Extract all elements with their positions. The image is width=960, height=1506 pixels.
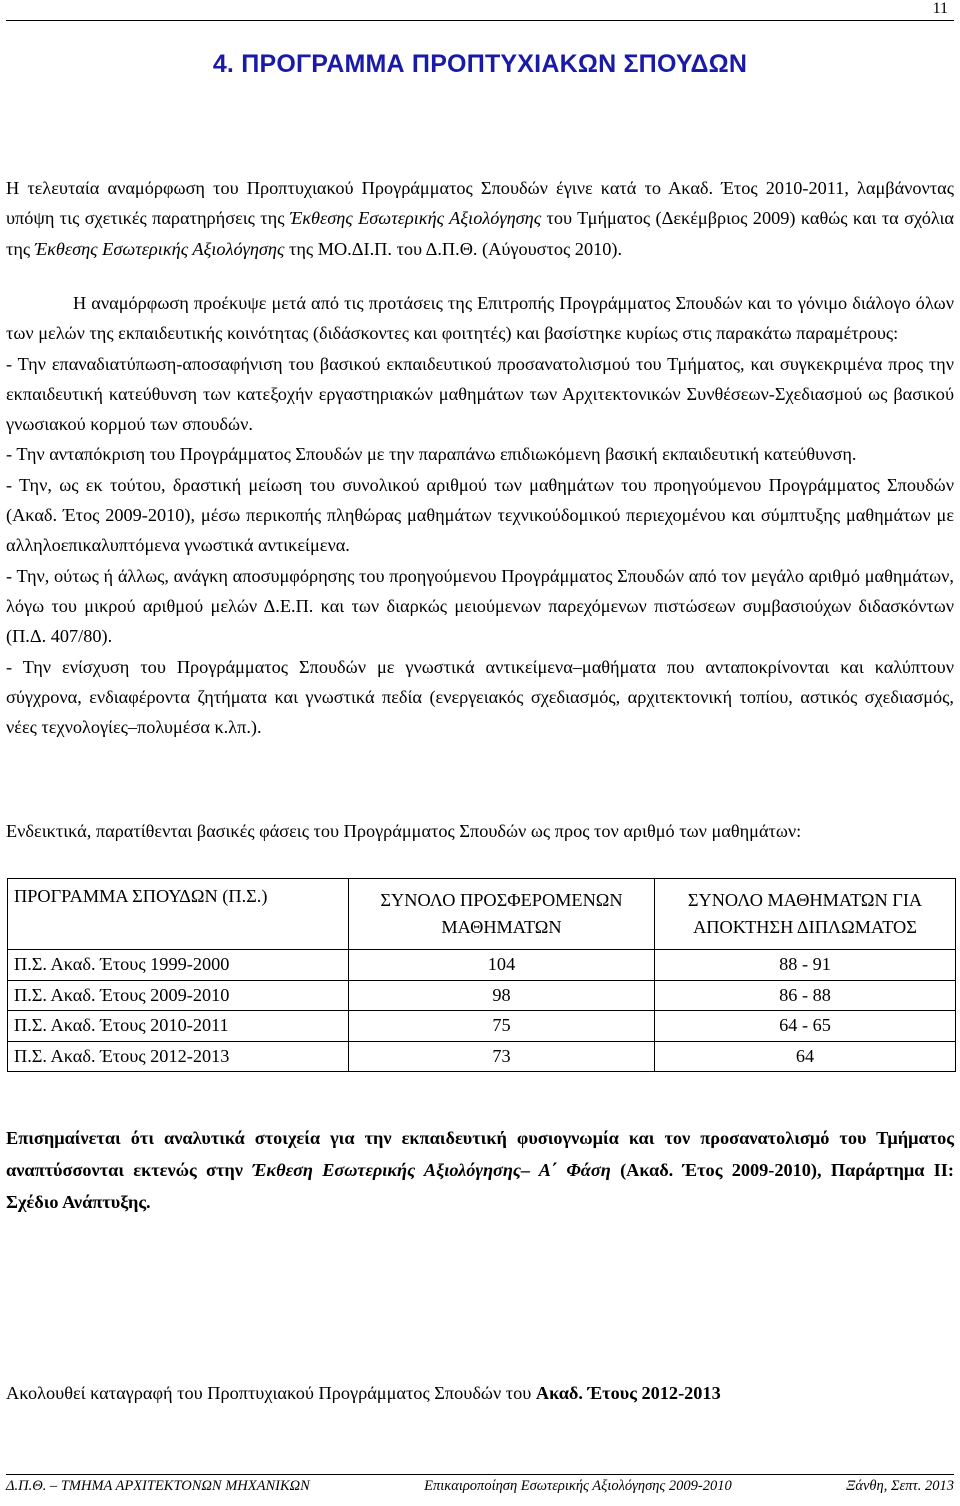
next-bold-year: Ακαδ. Έτους 2012-2013 xyxy=(535,1383,721,1403)
header-rule xyxy=(6,20,954,21)
column-header-offered-courses: ΣΥΝΟΛΟ ΠΡΟΣΦΕΡΟΜΕΝΩΝ ΜΑΘΗΜΑΤΩΝ xyxy=(349,879,655,950)
footer-rule xyxy=(6,1474,954,1475)
cell-offered: 104 xyxy=(349,950,655,981)
column-header-degree-courses: ΣΥΝΟΛΟ ΜΑΘΗΜΑΤΩΝ ΓΙΑ ΑΠΟΚΤΗΣΗ ΔΙΠΛΩΜΑΤΟΣ xyxy=(655,879,956,950)
cell-program: Π.Σ. Ακαδ. Έτους 2010-2011 xyxy=(8,1011,349,1042)
reform-item: - Την ενίσχυση του Προγράμματος Σπουδών με γνωστικά αντικείμενα–μαθήματα που ανταποκρίνονται και καλύπτουν σύγχρονα, ενδιαφέροντα ζητήματα και γνωστικά πεδία (ενεργειακός σχεδιασμός, αρχιτεκτονική τοπίου, αστικός σχεδιασμός, νέες τεχνολογίες–πολυμέσα κ.λπ.). xyxy=(6,656,954,738)
reform-item: - Την επαναδιατύπωση-αποσαφήνιση του βασικού εκπαιδευτικού προσανατολισμού του Τμήματος, και συγκεκριμένα προς την εκπαιδευτική κατεύθυνση των κατεξοχήν εργαστηριακών μαθημάτων των Αρχιτεκτονικών Συνθέσεων-Σχεδιασμού ως βασικού γνωσιακού κορμού των σπουδών. xyxy=(6,353,954,435)
cell-program: Π.Σ. Ακαδ. Έτους 2009-2010 xyxy=(8,980,349,1011)
footer-date: Ξάνθη, Σεπτ. 2013 xyxy=(846,1478,954,1494)
reform-paragraph: Η αναμόρφωση προέκυψε μετά από τις προτάσεις της Επιτροπής Προγράμματος Σπουδών και το γόνιμο διάλογο όλων των μελών της εκπαιδευτικής κοινότητας (διδάσκοντες και φοιτητές) και βασίστηκε κυρίως στις παρακάτω παραμέτρους: xyxy=(6,293,954,344)
note-paragraph xyxy=(6,1122,954,1218)
reform-item: - Την, ως εκ τούτου, δραστική μείωση του συνολικού αριθμού των μαθημάτων του προηγούμενου Προγράμματος Σπουδών (Ακαδ. Έτος 2009-2010), μέσω περικοπής πληθώρας μαθημάτων τεχνικούδομικού περιεχομένου και σύμπτυξης μαθημάτων με αλληλοεπικαλυπτόμενα γνωστικά αντικείμενα. xyxy=(6,474,954,556)
cell-required: 64 xyxy=(655,1041,956,1072)
intro-italic-1: Έκθεσης Εσωτερικής Αξιολόγησης xyxy=(289,208,542,229)
intro-text-3: της ΜΟ.ΔΙ.Π. του Δ.Π.Θ. (Αύγουστος 2010). xyxy=(284,238,623,259)
note-text-1: Επισημαίνεται ότι αναλυτικά στοιχεία για την εκπαιδευτική φυσιογνωμία και τον προσανατολισμό του Τμήματος αναπτύσσονται εκτενώς στην xyxy=(6,1128,954,1180)
page-number: 11 xyxy=(932,0,948,17)
table-lead-paragraph: Ενδεικτικά, παρατίθενται βασικές φάσεις του Προγράμματος Σπουδών ως προς τον αριθμό των μαθημάτων: xyxy=(6,821,802,841)
page-footer xyxy=(6,1478,954,1495)
cell-required: 86 - 88 xyxy=(655,980,956,1011)
footer-document-title: Επικαιροποίηση Εσωτερικής Αξιολόγησης 2009-2010 xyxy=(424,1478,732,1494)
table-header-row xyxy=(8,879,956,950)
reform-item: - Την ανταπόκριση του Προγράμματος Σπουδών με την παραπάνω επιδιωκόμενη βασική εκπαιδευτική κατεύθυνση. xyxy=(6,444,857,465)
table-row xyxy=(8,1041,956,1072)
table-row xyxy=(8,950,956,981)
cell-required: 64 - 65 xyxy=(655,1011,956,1042)
page-title: 4. ΠΡΟΓΡΑΜΜΑ ΠΡΟΠΤΥΧΙΑΚΩΝ ΣΠΟΥΔΩΝ xyxy=(212,50,748,78)
note-italic: Έκθεση Εσωτερικής Αξιολόγησης– Α΄ Φάση xyxy=(252,1160,611,1180)
note-text-2: (Ακαδ. Έτος 2009-2010), Παράρτημα ΙΙ: Σχέδιο Ανάπτυξης. xyxy=(6,1160,955,1212)
reform-item: - Την, ούτως ή άλλως, ανάγκη αποσυμφόρησης του προηγούμενου Προγράμματος Σπουδών από τον μεγάλο αριθμό μαθημάτων, λόγω του μικρού αριθμού μελών Δ.Ε.Π. και των διαρκώς μειούμενων παρεχόμενων πιστώσεων συμβασιούχων διδασκόντων (Π.Δ. 407/80). xyxy=(6,565,954,647)
intro-text-1: Η τελευταία αναμόρφωση του Προπτυχιακού Προγράμματος Σπουδών έγινε κατά το Ακαδ. Έτος 2010-2011, λαμβάνοντας υπόψη τις σχετικές παρατηρήσεις της xyxy=(6,178,954,229)
intro-text-2: του Τμήματος (Δεκέμβριος 2009) καθώς και τα σχόλια της xyxy=(6,208,954,259)
next-section-paragraph xyxy=(6,1383,721,1404)
cell-offered: 75 xyxy=(349,1011,655,1042)
table-row xyxy=(8,1011,956,1042)
footer-department: Δ.Π.Θ. – ΤΜΗΜΑ ΑΡΧΙΤΕΚΤΟΝΩΝ ΜΗΧΑΝΙΚΩΝ xyxy=(6,1478,310,1494)
cell-offered: 73 xyxy=(349,1041,655,1072)
cell-program: Π.Σ. Ακαδ. Έτους 2012-2013 xyxy=(8,1041,349,1072)
intro-paragraph xyxy=(6,173,954,264)
column-header-program: ΠΡΟΓΡΑΜΜΑ ΣΠΟΥΔΩΝ (Π.Σ.) xyxy=(8,879,349,950)
intro-italic-2: Έκθεσης Εσωτερικής Αξιολόγησης xyxy=(34,238,285,259)
next-text: Ακολουθεί καταγραφή του Προπτυχιακού Προγράμματος Σπουδών του xyxy=(6,1383,536,1403)
reform-section xyxy=(6,288,954,742)
cell-offered: 98 xyxy=(349,980,655,1011)
program-phases-table xyxy=(7,878,956,1072)
cell-program: Π.Σ. Ακαδ. Έτους 1999-2000 xyxy=(8,950,349,981)
cell-required: 88 - 91 xyxy=(655,950,956,981)
table-row xyxy=(8,980,956,1011)
